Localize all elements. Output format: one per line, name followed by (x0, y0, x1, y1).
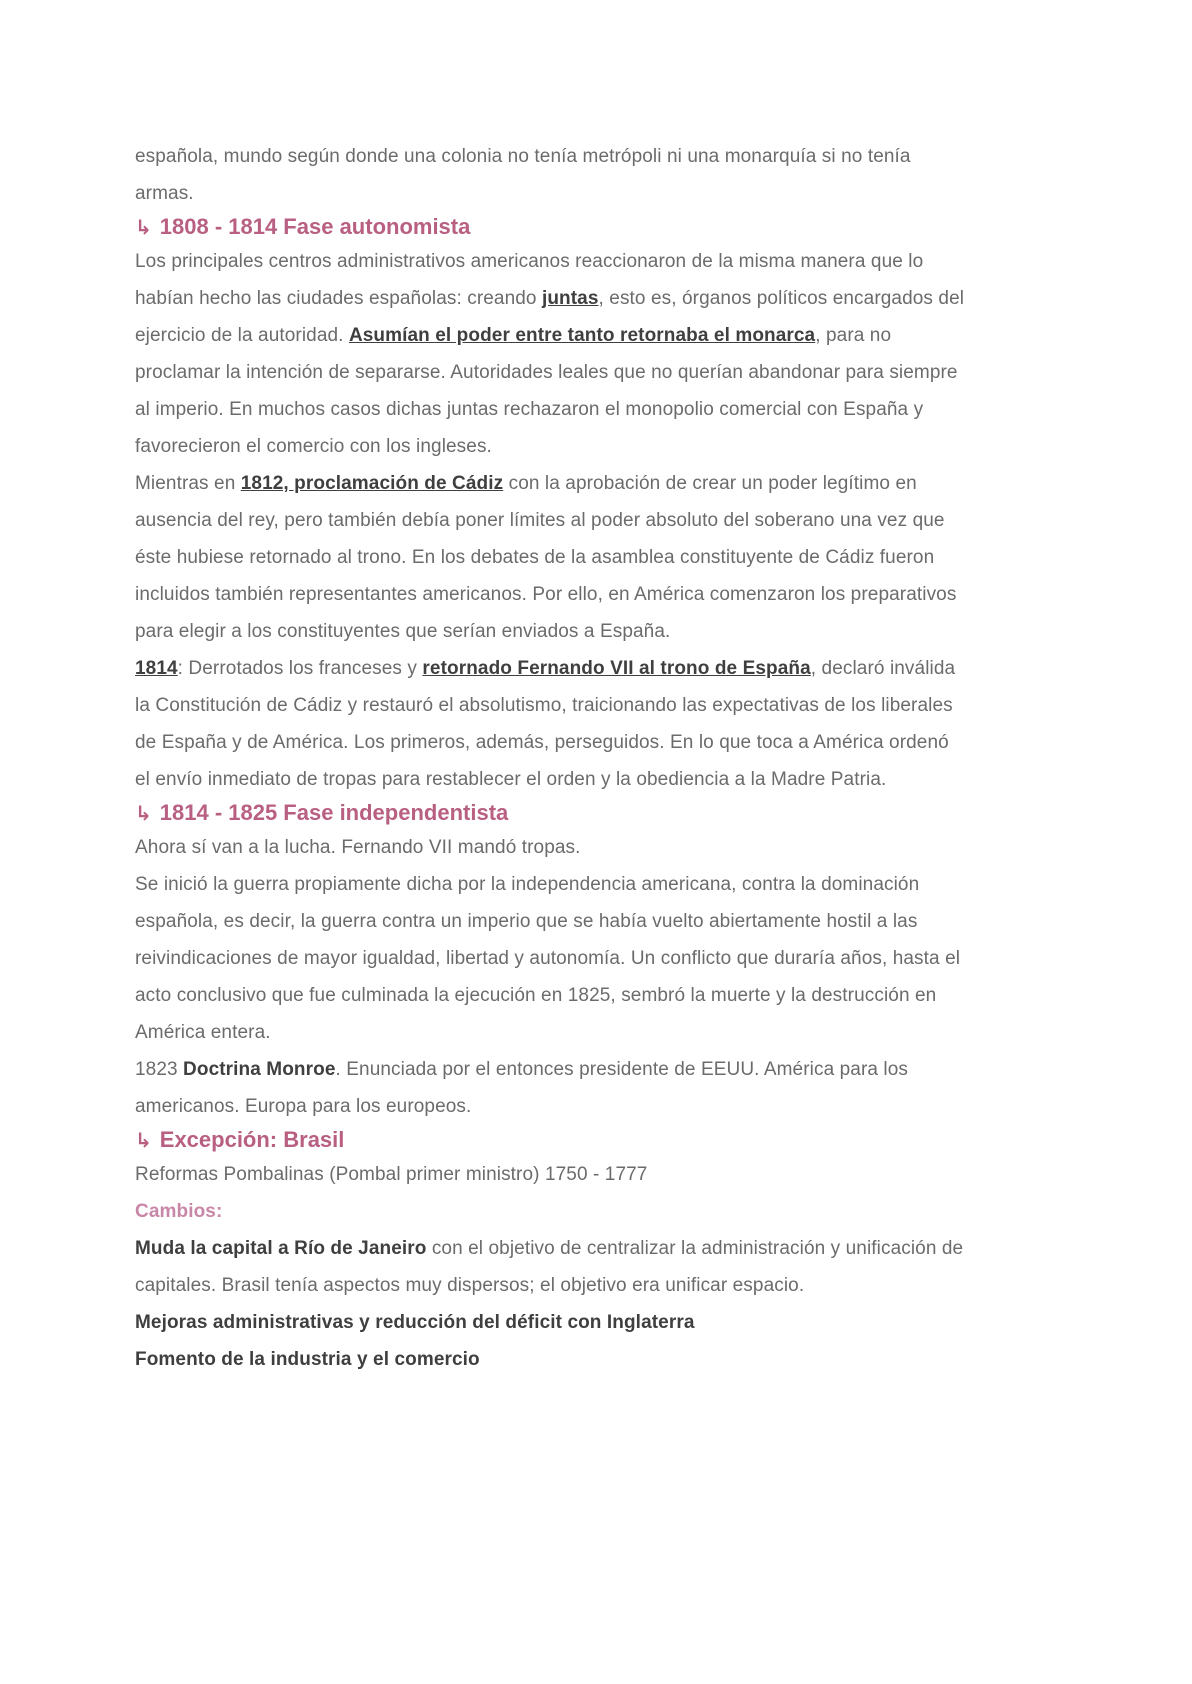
text-segment-emphasis: retornado Fernando VII al trono de España (422, 658, 811, 679)
text-segment: Ahora sí van a la lucha. Fernando VII mandó tropas. (135, 837, 581, 858)
intro-paragraph (135, 138, 967, 212)
heading-label: Excepción: Brasil (159, 1127, 345, 1152)
text-segment: Mientras en (135, 473, 241, 494)
text-segment: española, mundo según donde una colonia no tenía metrópoli ni una monarquía si no tenía armas. (135, 146, 911, 204)
text-segment: : Derrotados los franceses y (177, 658, 423, 679)
text-segment: , para no proclamar la intención de separarse. Autoridades leales que no querían abandonar para siempre al imperio. En muchos casos dichas juntas rechazaron el monopolio comercial con España y favorecieron el comercio con los ingleses. (135, 325, 958, 457)
text-segment-emphasis: Asumían el poder entre tanto retornaba el monarca (348, 325, 816, 346)
text-segment: 1823 (135, 1059, 184, 1080)
return-arrow-icon: ↳ (135, 803, 152, 825)
return-arrow-icon: ↳ (135, 217, 152, 239)
text-segment: con la aprobación de crear un poder legítimo en ausencia del rey, pero también debía poner límites al poder absoluto del soberano una vez que éste hubiese retornado al trono. En los debates de la asamblea constituyente de Cádiz fueron incluidos también representantes americanos. Por ello, en América comenzaron los preparativos para elegir a los constituyentes que serían enviados a España. (135, 473, 957, 642)
paragraph-lucha (135, 829, 967, 866)
paragraph-cadiz (135, 465, 967, 650)
text-segment-emphasis: 1812, proclamación de Cádiz (240, 473, 504, 494)
text-segment: Se inició la guerra propiamente dicha por la independencia americana, contra la dominación española, es decir, la guerra contra un imperio que se había vuelto abiertamente hostil a las reivindicaciones de mayor igualdad, libertad y autonomía. Un conflicto que duraría años, hasta el acto conclusivo que fue culminada la ejecución en 1825, sembró la muerte y la destrucción en América entera. (135, 874, 961, 1043)
heading-excepcion-brasil (135, 1125, 967, 1156)
text-segment: , declaró inválida la Constitución de Cádiz y restauró el absolutismo, traicionando las expectativas de los liberales de España y de América. Los primeros, además, perseguidos. En lo que toca a América ordenó el envío inmediato de tropas para restablecer el orden y la obediencia a la Madre Patria. (135, 658, 956, 790)
line-fomento (135, 1341, 967, 1378)
heading-label: 1808 - 1814 Fase autonomista (159, 214, 471, 239)
paragraph-monroe (135, 1051, 967, 1125)
line-cambios (135, 1193, 967, 1230)
text-segment: Los principales centros administrativos americanos reaccionaron de la misma manera que lo habían hecho las ciudades españolas: creando (135, 251, 924, 309)
line-reformas-pombalinas (135, 1156, 967, 1193)
text-segment-emphasis: juntas (541, 288, 599, 309)
return-arrow-icon: ↳ (135, 1130, 152, 1152)
text-segment-emphasis: Muda la capital a Río de Janeiro (135, 1238, 427, 1259)
paragraph-guerra (135, 866, 967, 1051)
text-segment: , esto es, órganos políticos encargados del ejercicio de la autoridad. (135, 288, 965, 346)
text-segment-emphasis: Fomento de la industria y el comercio (135, 1349, 480, 1370)
heading-label: 1814 - 1825 Fase independentista (159, 800, 509, 825)
heading-fase-independentista (135, 798, 967, 829)
text-segment-emphasis: Mejoras administrativas y reducción del déficit con Inglaterra (135, 1312, 695, 1333)
paragraph-capital (135, 1230, 967, 1304)
heading-fase-autonomista (135, 212, 967, 243)
text-segment-emphasis: Doctrina Monroe (183, 1059, 336, 1080)
text-segment-emphasis: 1814 (135, 658, 178, 679)
text-segment: Reformas Pombalinas (Pombal primer ministro) 1750 - 1777 (135, 1164, 648, 1185)
text-segment-pink: Cambios: (135, 1201, 223, 1222)
paragraph-juntas (135, 243, 967, 465)
document-content (135, 138, 967, 1378)
paragraph-1814 (135, 650, 967, 798)
line-mejoras (135, 1304, 967, 1341)
text-segment: con el objetivo de centralizar la administración y unificación de capitales. Brasil tenía aspectos muy dispersos; el objetivo era unificar espacio. (135, 1238, 964, 1296)
text-segment: . Enunciada por el entonces presidente de EEUU. América para los americanos. Europa para los europeos. (135, 1059, 909, 1117)
